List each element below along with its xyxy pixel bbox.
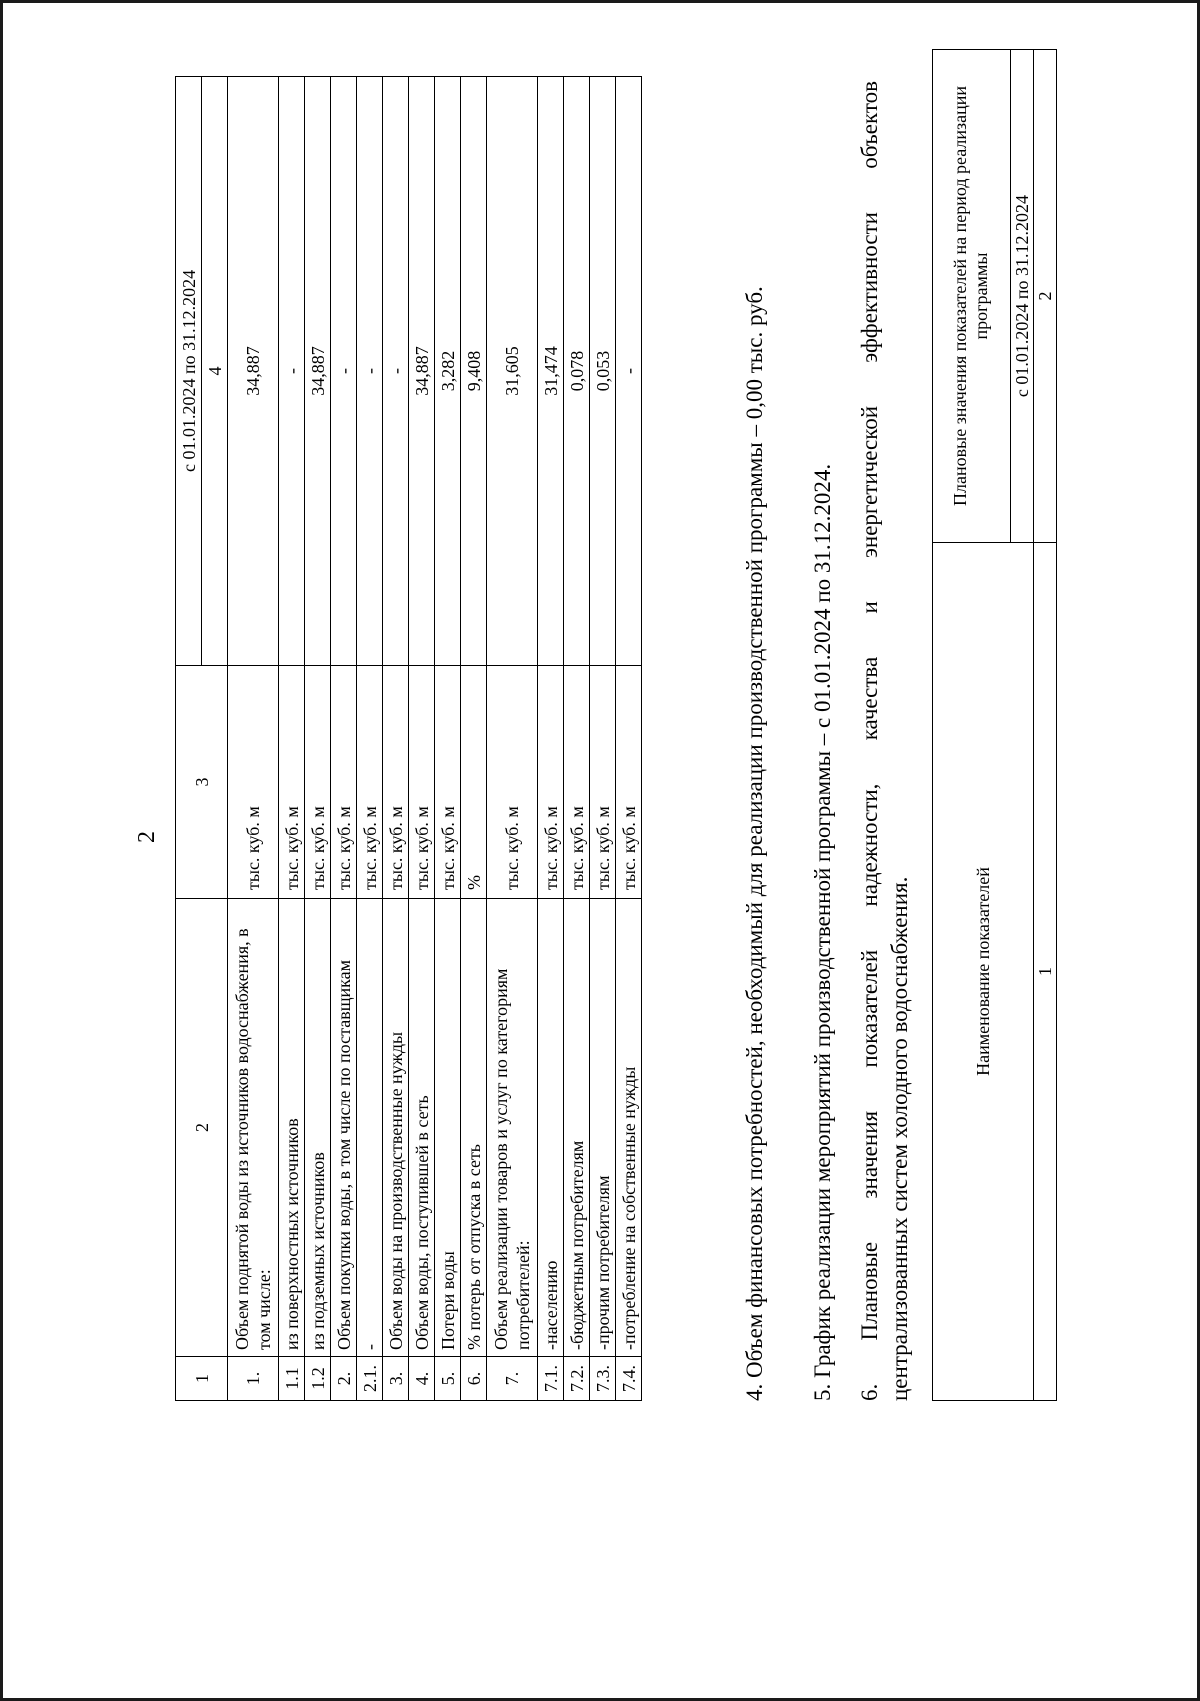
row-unit: тыс. куб. м: [409, 665, 435, 898]
row-number: 3.: [383, 1357, 409, 1401]
row-name: -прочим потребителям: [590, 899, 616, 1357]
header-period: с 01.01.2024 по 31.12.2024: [176, 77, 202, 666]
paragraph-financial-needs: 4. Объем финансовых потребностей, необходимый для реализации производственной программы – 0,00 тыс. руб.: [742, 286, 767, 1401]
header-col-4: 4: [202, 77, 228, 666]
paragraph-indicators-line1: [855, 81, 885, 1401]
table2-col-2: 2: [1034, 50, 1057, 543]
table-row: [228, 77, 279, 1401]
row-value: 3,282: [435, 77, 461, 666]
row-unit: %: [461, 665, 487, 898]
row-value: 9,408: [461, 77, 487, 666]
row-name: Объем воды, поступившей в сеть: [409, 899, 435, 1357]
table-row: [279, 77, 305, 1401]
row-name: -населению: [538, 899, 564, 1357]
row-number: 5.: [435, 1357, 461, 1401]
table2-col-1: 1: [1034, 543, 1057, 1401]
row-value: -: [616, 77, 642, 666]
table-row: [590, 77, 616, 1401]
row-name: % потерь от отпуска в сеть: [461, 899, 487, 1357]
row-name: Потери воды: [435, 899, 461, 1357]
header-col-3: 3: [176, 665, 228, 898]
table2-period: с 01.01.2024 по 31.12.2024: [1010, 50, 1033, 543]
table2-header-row: [933, 50, 1011, 1401]
row-value: -: [383, 77, 409, 666]
header-col-2: 2: [176, 899, 228, 1357]
row-unit: тыс. куб. м: [331, 665, 357, 898]
paragraph-word: и: [857, 601, 882, 614]
row-value: 34,887: [228, 77, 279, 666]
paragraph-word: энергетической: [857, 405, 882, 558]
row-name: -бюджетным потребителям: [564, 899, 590, 1357]
row-value: -: [279, 77, 305, 666]
header-col-1: 1: [176, 1357, 228, 1401]
row-value: 0,078: [564, 77, 590, 666]
table2-name-header: Наименование показателей: [933, 543, 1034, 1401]
row-unit: тыс. куб. м: [487, 665, 538, 898]
table-row: [357, 77, 383, 1401]
row-unit: тыс. куб. м: [616, 665, 642, 898]
paragraph-schedule: 5. График реализации мероприятий производственной программы – с 01.01.2024 по 31.12.2024.: [810, 463, 835, 1401]
row-number: 2.1.: [357, 1357, 383, 1401]
row-number: 6.: [461, 1357, 487, 1401]
row-unit: тыс. куб. м: [357, 665, 383, 898]
row-number: 7.3.: [590, 1357, 616, 1401]
table-row: [616, 77, 642, 1401]
table-row: [538, 77, 564, 1401]
row-name: -: [357, 899, 383, 1357]
row-number: 7.2.: [564, 1357, 590, 1401]
row-unit: тыс. куб. м: [279, 665, 305, 898]
table-header-row-period: [176, 77, 202, 1401]
row-unit: тыс. куб. м: [538, 665, 564, 898]
row-number: 7.: [487, 1357, 538, 1401]
row-number: 7.1.: [538, 1357, 564, 1401]
row-unit: тыс. куб. м: [383, 665, 409, 898]
row-number: 1.1: [279, 1357, 305, 1401]
table-row: [383, 77, 409, 1401]
row-value: 34,887: [305, 77, 331, 666]
row-number: 4.: [409, 1357, 435, 1401]
row-value: 34,887: [409, 77, 435, 666]
row-unit: тыс. куб. м: [590, 665, 616, 898]
row-value: 31,474: [538, 77, 564, 666]
paragraph-word: 6.: [857, 1383, 882, 1401]
row-number: 7.4.: [616, 1357, 642, 1401]
row-name: Объем поднятой воды из источников водоснабжения, в том числе:: [228, 899, 279, 1357]
table-row: [435, 77, 461, 1401]
table-row: [461, 77, 487, 1401]
paragraph-word: Плановые: [857, 1241, 882, 1341]
table-row: [331, 77, 357, 1401]
row-unit: тыс. куб. м: [305, 665, 331, 898]
planned-values-table: [932, 49, 1057, 1401]
row-name: Объем покупки воды, в том числе по поставщикам: [331, 899, 357, 1357]
paragraph-word: показателей: [857, 949, 882, 1068]
row-number: 1.: [228, 1357, 279, 1401]
table-row: [305, 77, 331, 1401]
table-row: [564, 77, 590, 1401]
table-row: [487, 77, 538, 1401]
production-indicators-table: [175, 76, 642, 1401]
row-unit: тыс. куб. м: [564, 665, 590, 898]
row-name: Объем воды на производственные нужды: [383, 899, 409, 1357]
table-row: [409, 77, 435, 1401]
paragraph-word: объектов: [857, 81, 882, 169]
row-value: -: [331, 77, 357, 666]
row-number: 1.2: [305, 1357, 331, 1401]
paragraph-indicators-line2: централизованных систем холодного водоснабжения.: [887, 876, 912, 1401]
page-number: 2: [134, 831, 160, 843]
row-value: -: [357, 77, 383, 666]
row-value: 0,053: [590, 77, 616, 666]
paragraph-word: надежности,: [857, 783, 882, 907]
paragraph-indicators: [855, 81, 915, 1401]
row-value: 31,605: [487, 77, 538, 666]
paragraph-word: эффективности: [857, 212, 882, 363]
paragraph-word: качества: [857, 656, 882, 741]
row-name: -потребление на собственные нужды: [616, 899, 642, 1357]
row-unit: тыс. куб. м: [228, 665, 279, 898]
row-name: Объем реализации товаров и услуг по категориям потребителей:: [487, 899, 538, 1357]
row-name: из поверхностных источников: [279, 899, 305, 1357]
row-number: 2.: [331, 1357, 357, 1401]
row-unit: тыс. куб. м: [435, 665, 461, 898]
paragraph-word: значения: [857, 1110, 882, 1199]
row-name: из подземных источников: [305, 899, 331, 1357]
table2-number-row: [1034, 50, 1057, 1401]
table2-plan-header: Плановые значения показателей на период реализации программы: [933, 50, 1011, 543]
